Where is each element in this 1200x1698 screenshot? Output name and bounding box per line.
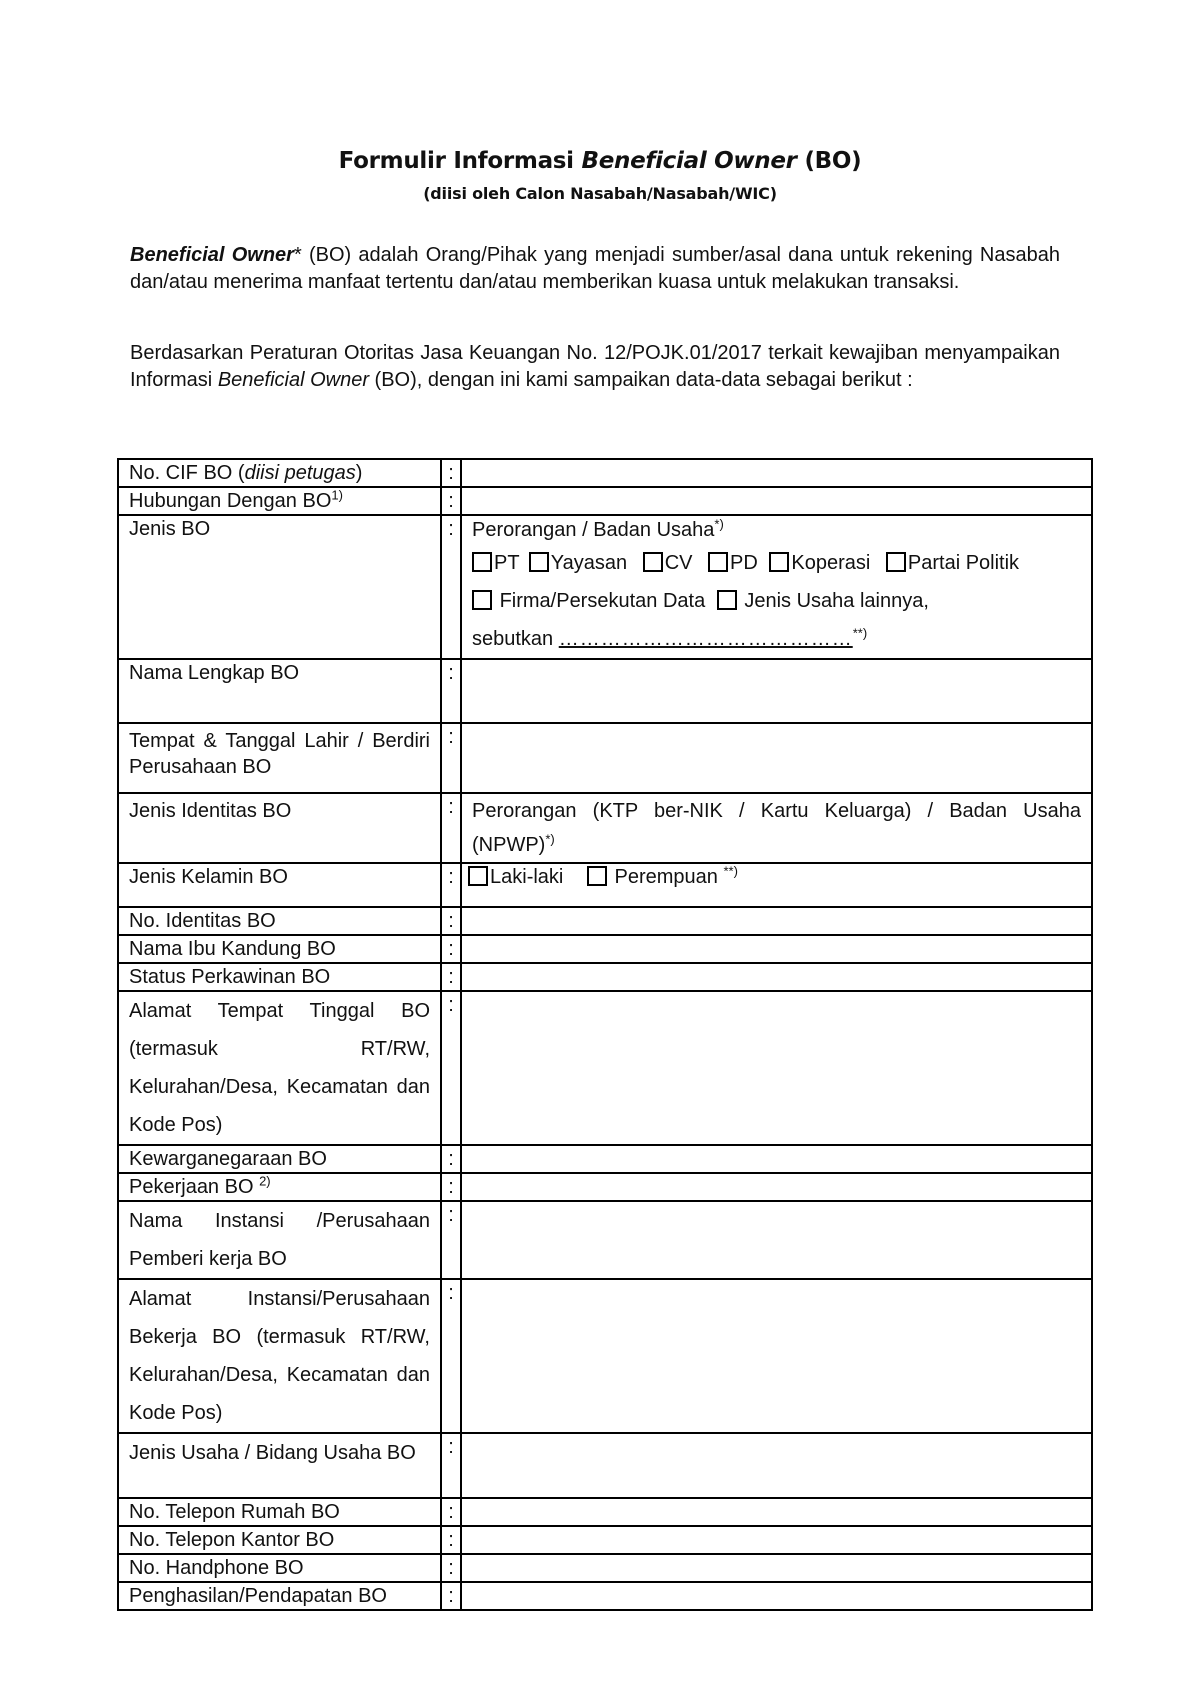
checkbox-yayasan[interactable] (529, 552, 549, 572)
colon: : (441, 1554, 461, 1582)
form-subtitle: (diisi oleh Calon Nasabah/Nasabah/WIC) (423, 184, 777, 203)
row-nama (118, 659, 1092, 723)
label-telp-rumah: No. Telepon Rumah BO (118, 1498, 441, 1526)
colon: : (441, 1279, 461, 1433)
field-kelamin: Laki-laki Perempuan **) (461, 863, 1092, 907)
label-jenis-bo: Jenis BO (118, 515, 441, 659)
field-nama[interactable] (461, 659, 1092, 723)
label-penghasilan: Penghasilan/Pendapatan BO (118, 1582, 441, 1610)
colon: : (441, 1145, 461, 1173)
label-cif: No. CIF BO (diisi petugas) (118, 459, 441, 487)
field-hp[interactable] (461, 1554, 1092, 1582)
row-warga (118, 1145, 1092, 1173)
row-hp (118, 1554, 1092, 1582)
row-pekerjaan (118, 1173, 1092, 1201)
label-nama: Nama Lengkap BO (118, 659, 441, 723)
row-no-identitas (118, 907, 1092, 935)
row-cif (118, 459, 1092, 487)
label-hubungan: Hubungan Dengan BO$^{1)}$ (118, 487, 441, 515)
label-alamat-instansi: Alamat Instansi/Perusahaan Bekerja BO (termasuk RT/RW, Kelurahan/Desa, Kecamatan dan Kode Pos) (118, 1279, 441, 1433)
colon: : (441, 793, 461, 863)
label-alamat: Alamat Tempat Tinggal BO (termasuk RT/RW, Kelurahan/Desa, Kecamatan dan Kode Pos) (118, 991, 441, 1145)
colon: : (441, 659, 461, 723)
colon: : (441, 487, 461, 515)
row-alamat-instansi (118, 1279, 1092, 1433)
bo-form-table (117, 458, 1093, 1611)
checkbox-perempuan[interactable] (587, 866, 607, 886)
colon: : (441, 963, 461, 991)
label-warga: Kewarganegaraan BO (118, 1145, 441, 1173)
checkbox-koperasi[interactable] (769, 552, 789, 572)
row-telp-kantor (118, 1526, 1092, 1554)
checkbox-firma[interactable] (472, 590, 492, 610)
field-telp-rumah[interactable] (461, 1498, 1092, 1526)
checkbox-pt[interactable] (472, 552, 492, 572)
label-ibu: Nama Ibu Kandung BO (118, 935, 441, 963)
checkbox-lainnya[interactable] (717, 590, 737, 610)
row-instansi (118, 1201, 1092, 1279)
colon: : (441, 935, 461, 963)
checkbox-laki-laki[interactable] (468, 866, 488, 886)
field-alamat-instansi[interactable] (461, 1279, 1092, 1433)
row-identitas (118, 793, 1092, 863)
label-usaha: Jenis Usaha / Bidang Usaha BO (118, 1433, 441, 1498)
row-alamat (118, 991, 1092, 1145)
checkbox-cv[interactable] (643, 552, 663, 572)
label-status: Status Perkawinan BO (118, 963, 441, 991)
colon: : (441, 1201, 461, 1279)
colon: : (441, 1498, 461, 1526)
label-telp-kantor: No. Telepon Kantor BO (118, 1526, 441, 1554)
label-no-identitas: No. Identitas BO (118, 907, 441, 935)
label-kelamin: Jenis Kelamin BO (118, 863, 441, 907)
row-usaha (118, 1433, 1092, 1498)
row-jenis-bo (118, 515, 1092, 659)
row-ttl (118, 723, 1092, 793)
field-warga[interactable] (461, 1145, 1092, 1173)
intro-paragraph-definition: Beneficial Owner* (BO) adalah Orang/Pihak yang menjadi sumber/asal dana untuk rekening Nasabah dan/atau menerima manfaat tertentu dan/atau memberikan kuasa untuk melakukan transaksi. (130, 244, 1060, 293)
colon: : (441, 991, 461, 1145)
label-instansi: Nama Instansi /Perusahaan Pemberi kerja BO (118, 1201, 441, 1279)
colon: : (441, 1582, 461, 1610)
colon: : (441, 1433, 461, 1498)
field-hubungan[interactable] (461, 487, 1092, 515)
colon: : (441, 907, 461, 935)
colon: : (441, 863, 461, 907)
row-hubungan (118, 487, 1092, 515)
row-kelamin (118, 863, 1092, 907)
colon: : (441, 1173, 461, 1201)
row-ibu (118, 935, 1092, 963)
colon: : (441, 1526, 461, 1554)
colon: : (441, 459, 461, 487)
jenis-bo-value: Perorangan / Badan Usaha (472, 519, 715, 541)
label-hp: No. Handphone BO (118, 1554, 441, 1582)
checkbox-partai-politik[interactable] (886, 552, 906, 572)
checkbox-pd[interactable] (708, 552, 728, 572)
field-no-identitas[interactable] (461, 907, 1092, 935)
field-instansi[interactable] (461, 1201, 1092, 1279)
colon: : (441, 515, 461, 659)
row-penghasilan (118, 1582, 1092, 1610)
field-penghasilan[interactable] (461, 1582, 1092, 1610)
field-alamat[interactable] (461, 991, 1092, 1145)
field-cif[interactable] (461, 459, 1092, 487)
intro-paragraph-regulation: Berdasarkan Peraturan Otoritas Jasa Keuangan No. 12/POJK.01/2017 terkait kewajiban menyampaikan Informasi Beneficial Owner (BO), dengan ini kami sampaikan data-data sebagai berikut : (130, 342, 1060, 391)
form-title: Formulir Informasi Beneficial Owner (BO) (338, 148, 862, 174)
label-ttl: Tempat & Tanggal Lahir / Berdiri Perusahaan BO (118, 723, 441, 793)
field-telp-kantor[interactable] (461, 1526, 1092, 1554)
field-jenis-bo: Perorangan / Badan Usaha*) PT Yayasan CV PD Koperasi Partai Politik Firma/Persekutan Data Jenis Usaha lainnya, sebutkan ……………………………………**) (461, 515, 1092, 659)
field-ttl[interactable] (461, 723, 1092, 793)
label-identitas: Jenis Identitas BO (118, 793, 441, 863)
field-pekerjaan[interactable] (461, 1173, 1092, 1201)
row-telp-rumah (118, 1498, 1092, 1526)
label-pekerjaan: Pekerjaan BO $^{2)}$ (118, 1173, 441, 1201)
colon: : (441, 723, 461, 793)
other-type-blank[interactable]: …………………………………… (558, 628, 853, 650)
field-identitas: Perorangan (KTP ber-NIK / Kartu Keluarga) / Badan Usaha (NPWP)*) (461, 793, 1092, 863)
row-status (118, 963, 1092, 991)
field-ibu[interactable] (461, 935, 1092, 963)
field-status[interactable] (461, 963, 1092, 991)
field-usaha[interactable] (461, 1433, 1092, 1498)
